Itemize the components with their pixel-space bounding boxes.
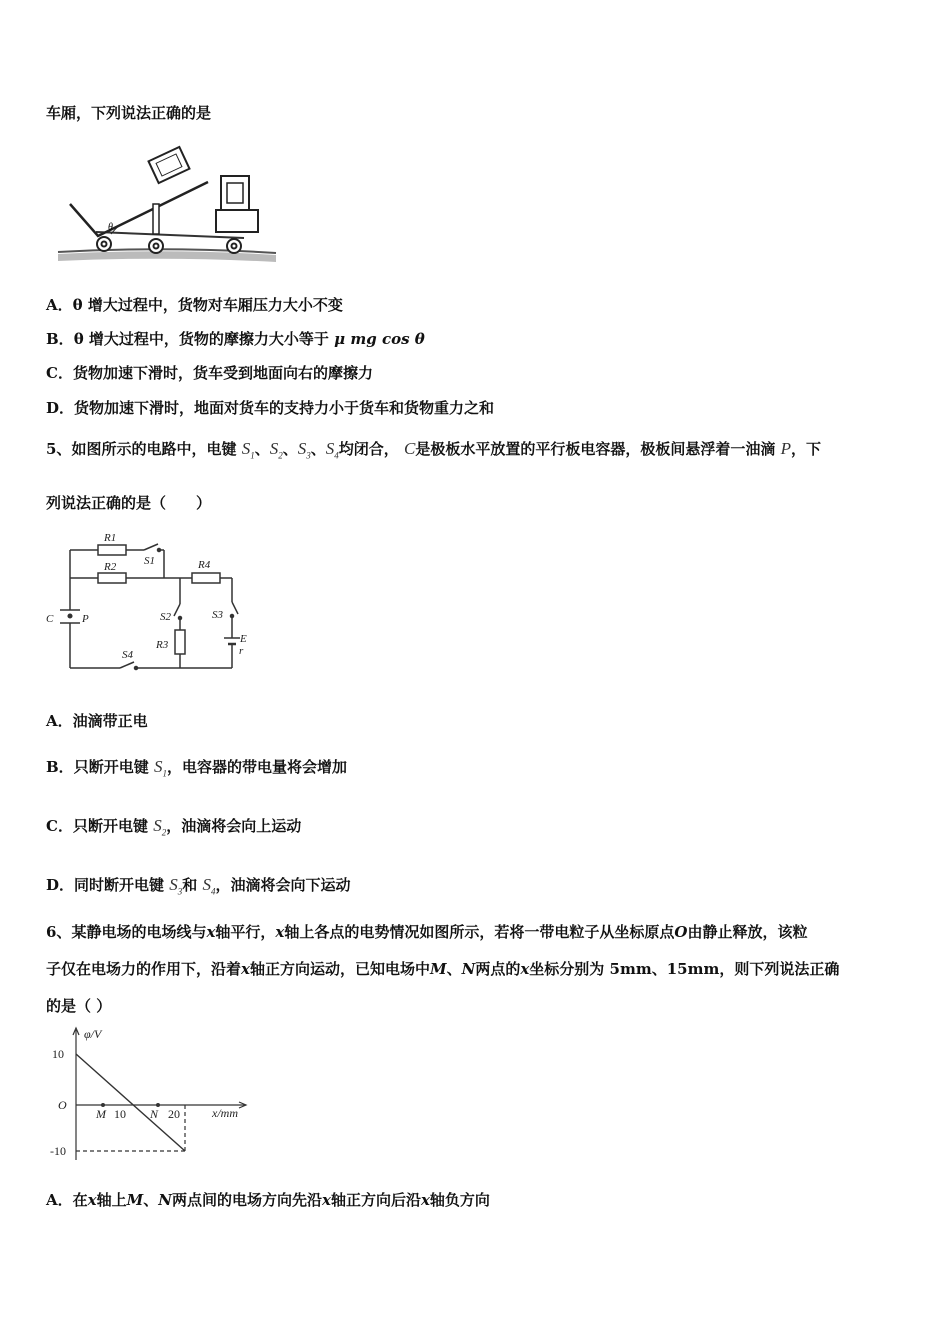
q6-stem: 6、某静电场的电场线与x轴平行，x轴上各点的电势情况如图所示，若将一带电粒子从坐标原点O由静止释放，该粒: [46, 923, 808, 941]
truck-figure: [56, 140, 280, 264]
svg-text:E: E: [240, 633, 247, 645]
q4-option-b: B．θ 增大过程中，货物的摩擦力大小等于 μ mg cos θ: [46, 330, 425, 348]
switch-s2: [174, 604, 180, 616]
q6-stem-line3: 的是（ ）: [46, 997, 112, 1015]
resistor-r1: [98, 545, 126, 555]
q5-option-c: C．只断开电键 $S_2$，油滴将会向上运动: [46, 816, 302, 838]
svg-text:S2: S2: [160, 611, 171, 623]
q5-stem: 5、如图所示的电路中，电键 $S_1$、$S_2$、$S_3$、$S_4$均闭合， C是极板水平放置的平行板电容器，极板间悬浮着一油滴 P，下: [46, 439, 821, 461]
svg-text:-10: -10: [50, 1144, 66, 1158]
svg-text:S1: S1: [144, 555, 155, 567]
svg-text:R2: R2: [104, 561, 117, 573]
potential-graph: [46, 1024, 258, 1166]
svg-text:r: r: [239, 645, 244, 657]
svg-text:C: C: [46, 613, 54, 625]
q5-option-b: B．只断开电键 $S_1$，电容器的带电量将会增加: [46, 757, 347, 779]
svg-text:O: O: [58, 1098, 67, 1112]
piston: [153, 204, 159, 234]
switch-s4: [120, 662, 134, 668]
truck-bed: [70, 182, 208, 236]
potential-line: [76, 1054, 185, 1151]
svg-text:x/mm: x/mm: [212, 1106, 238, 1120]
svg-text:P: P: [82, 613, 89, 625]
switch-s3: [232, 602, 238, 614]
svg-text:R3: R3: [156, 639, 169, 651]
svg-text:R1: R1: [104, 532, 117, 544]
svg-text:N: N: [150, 1107, 159, 1121]
q5-stem-line2: 列说法正确的是（ ）: [46, 494, 212, 512]
angle-label: θ: [108, 222, 113, 233]
q4-option-d: D．货物加速下滑时，地面对货车的支持力小于货车和货物重力之和: [46, 399, 495, 417]
switch-s1: [144, 544, 158, 550]
svg-text:φ/V: φ/V: [84, 1027, 102, 1041]
formula: μ mg cos θ: [334, 330, 425, 348]
q6-stem-line2: 子仅在电场力的作用下，沿着x轴正方向运动，已知电场中M、N两点的x坐标分别为 5mm、15mm，则下列说法正确: [46, 960, 840, 978]
q6-option-a: A．在x轴上M、N两点间的电场方向先沿x轴正方向后沿x轴负方向: [46, 1191, 490, 1209]
resistor-r3: [175, 630, 185, 654]
svg-text:R4: R4: [198, 559, 211, 571]
svg-text:10: 10: [52, 1047, 64, 1061]
q4-stem: 车厢，下列说法正确的是: [46, 104, 212, 122]
svg-text:M: M: [96, 1107, 106, 1121]
q4-option-c: C．货物加速下滑时，货车受到地面向右的摩擦力: [46, 364, 373, 382]
svg-text:S3: S3: [212, 609, 223, 621]
q5-option-d: D．同时断开电键 $S_3$和 $S_4$，油滴将会向下运动: [46, 875, 351, 897]
resistor-r2: [98, 573, 126, 583]
q4-option-a: A．θ 增大过程中，货物对车厢压力大小不变: [46, 296, 343, 314]
resistor-r4: [192, 573, 220, 583]
svg-text:10: 10: [114, 1107, 126, 1121]
svg-text:20: 20: [168, 1107, 180, 1121]
circuit-figure: [44, 530, 250, 678]
oil-drop: [68, 614, 72, 618]
cargo-box: [149, 147, 190, 183]
truck-cab: [216, 176, 258, 232]
q5-option-a: A．油滴带正电: [46, 712, 148, 730]
svg-text:S4: S4: [122, 649, 133, 661]
